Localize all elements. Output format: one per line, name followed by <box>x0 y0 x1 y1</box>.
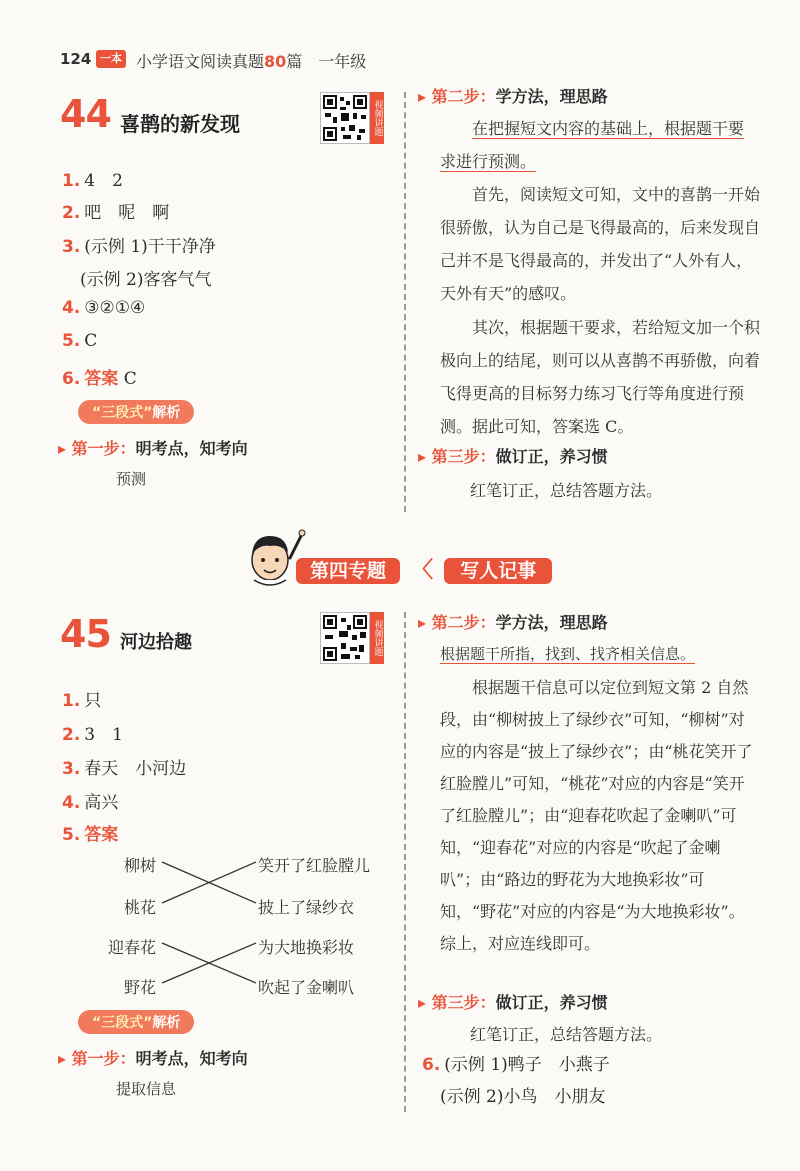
step2-45: ▸ 第二步：学方法，理思路 <box>418 613 608 632</box>
answer-1: 1. 4 2 <box>62 171 123 191</box>
qr-code-45[interactable] <box>320 612 370 664</box>
match-left-4: 野花 <box>124 978 157 997</box>
answer-3-example-2: (示例 2)客客气气 <box>80 270 212 290</box>
step1-text-45: 提取信息 <box>116 1080 177 1098</box>
answer-2: 2. 3 1 <box>62 725 123 745</box>
step3-text-45: 红笔订正，总结答题方法。 <box>470 1025 663 1044</box>
match-left-1: 柳树 <box>124 856 157 875</box>
answer-3: 3. 春天 小河边 <box>62 759 187 779</box>
answer-4: 4. ③②①④ <box>62 298 146 318</box>
topic-banner: 第四专题 〈 写人记事 <box>296 553 552 583</box>
section-title-44: 喜鹊的新发现 <box>120 112 240 136</box>
answer-6-45: 6. (示例 1)鸭子 小燕子 <box>422 1055 610 1075</box>
step1-text-44: 预测 <box>116 470 147 488</box>
paragraph-2-44: 其次，根据题干要求，若给短文加一个积极向上的结尾，则可以从喜鹊不再骄傲，向着飞得更高的目标努力练习飞行等角度进行预测。据此可知，答案选 C。 <box>440 318 761 436</box>
analysis-pill-44: “三段式”解析 <box>78 400 194 424</box>
answer-6: 6. 答案 C <box>62 369 137 389</box>
column-divider-bottom <box>404 612 406 1112</box>
video-tag-45: 视频讲题 <box>370 612 384 664</box>
match-lines <box>150 850 260 1000</box>
section-number-44: 44 <box>60 92 111 136</box>
match-right-1: 笑开了红脸膛儿 <box>258 856 371 875</box>
book-title-prefix: 小学语文阅读真题 <box>136 52 265 71</box>
answer-2: 2. 吧 呢 啊 <box>62 203 170 223</box>
book-title <box>136 49 366 72</box>
analysis-pill-45: “三段式”解析 <box>78 1010 194 1034</box>
banner-topic-number: 第四专题 <box>296 558 400 584</box>
step1-45: ▸ 第一步：明考点，知考向 <box>58 1049 248 1068</box>
step2-underlined-44: 在把握短文内容的基础上，根据题干要求进行预测。 <box>440 119 745 171</box>
book-title-suffix: 篇 一年级 <box>286 52 367 71</box>
answer-1: 1. 只 <box>62 691 102 711</box>
section-title-45: 河边拾趣 <box>120 632 192 653</box>
page-number: 124 <box>60 50 92 68</box>
video-tag-44: 视频讲题 <box>370 92 384 144</box>
match-right-4: 吹起了金喇叭 <box>258 978 355 997</box>
qr-code-44[interactable] <box>320 92 370 144</box>
paragraph-1-44: 首先，阅读短文可知，文中的喜鹊一开始很骄傲，认为自己是飞得最高的，后来发现自己并不是飞得最高的，并发出了“人外有人，天外有天”的感叹。 <box>440 185 761 303</box>
column-divider-top <box>404 92 406 512</box>
book-title-num: 80 <box>264 52 287 71</box>
step3-44: ▸ 第三步：做订正，养习惯 <box>418 447 608 466</box>
answer-6-45-example-2: (示例 2)小鸟 小朋友 <box>440 1087 606 1107</box>
qr-code-icon <box>321 93 369 143</box>
match-left-3: 迎春花 <box>108 938 157 957</box>
step1-44: ▸ 第一步：明考点，知考向 <box>58 439 248 458</box>
arrow-icon: ▸ <box>58 439 67 458</box>
banner-topic-name: 写人记事 <box>444 558 552 584</box>
paragraph-1-45: 根据题干信息可以定位到短文第 2 自然段，由“柳树披上了绿纱衣”可知，“柳树”对应的内容是“披上了绿纱衣”；由“桃花笑开了红脸膛儿”可知，“桃花”对应的内容是“笑开了红脸膛儿”；由“迎春花吹起了金喇叭”可知，“迎春花”对应的内容是“吹起了金喇叭”；由“路边的野花为大地换彩妆”可知，“野花”对应的内容是“为大地换彩妆”。综上，对应连线即可。 <box>440 678 753 953</box>
match-left-2: 桃花 <box>124 898 157 917</box>
answer-5: 5. C <box>62 331 98 351</box>
step3-text-44: 红笔订正，总结答题方法。 <box>470 481 663 500</box>
answer-4: 4. 高兴 <box>62 793 119 813</box>
step2-underlined-45: 根据题干所指，找到、找齐相关信息。 <box>440 645 696 663</box>
series-logo: 一本 <box>96 50 126 68</box>
match-right-3: 为大地换彩妆 <box>258 938 355 957</box>
section-number-45: 45 <box>60 612 111 656</box>
step3-45: ▸ 第三步：做订正，养习惯 <box>418 993 608 1012</box>
answer-3: 3. (示例 1)干干净净 <box>62 237 216 257</box>
answer-5: 5. 答案 <box>62 825 119 845</box>
step2-44: ▸ 第二步：学方法，理思路 <box>418 87 608 106</box>
match-right-2: 披上了绿纱衣 <box>258 898 355 917</box>
qr-code-icon <box>321 613 369 663</box>
